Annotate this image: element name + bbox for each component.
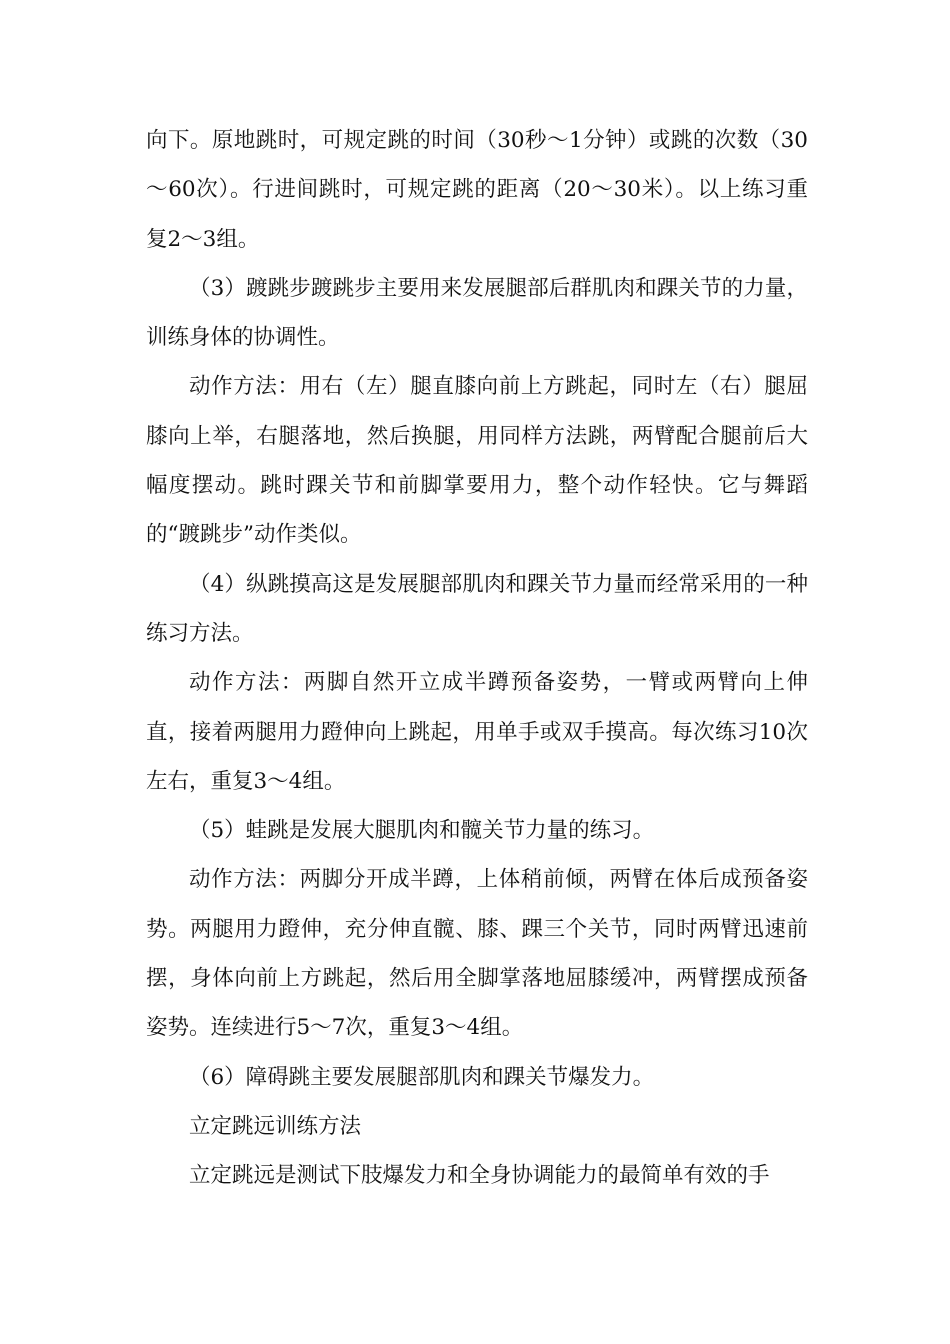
paragraph-frog-jump: （5）蛙跳是发展大腿肌肉和髋关节力量的练习。 <box>189 818 655 844</box>
paragraph-vertical-jump-method: 动作方法：两脚自然开立成半蹲预备姿势，一臂或两臂向上伸直，接着两腿用力蹬伸向上跳起，用单手或双手摸高。每次练习10次左右，重复3～4组。 <box>146 670 808 794</box>
body-text <box>146 116 808 1201</box>
paragraph-frog-jump-method: 动作方法：两脚分开成半蹲，上体稍前倾，两臂在体后成预备姿势。两腿用力蹬伸，充分伸直髋、膝、踝三个关节，同时两臂迅速前摆，身体向前上方跳起，然后用全脚掌落地屈膝缓冲，两臂摆成预备姿势。连续进行5～7次，重复3～4组。 <box>146 867 808 1041</box>
paragraph-stride-jump-method: 动作方法：用右（左）腿直膝向前上方跳起，同时左（右）腿屈膝向上举，右腿落地，然后换腿，用同样方法跳，两臂配合腿前后大幅度摆动。跳时踝关节和前脚掌要用力，整个动作轻快。它与舞蹈的“踱跳步”动作类似。 <box>146 374 808 548</box>
paragraph-continuation: 向下。原地跳时，可规定跳的时间（30秒～1分钟）或跳的次数（30～60次）。行进间跳时，可规定跳的距离（20～30米）。以上练习重复2～3组。 <box>146 128 808 252</box>
section-heading-standing-long-jump: 立定跳远训练方法 <box>189 1113 362 1139</box>
paragraph-standing-long-jump: 立定跳远是测试下肢爆发力和全身协调能力的最简单有效的手 <box>189 1163 770 1189</box>
paragraph-stride-jump: （3）踱跳步踱跳步主要用来发展腿部后群肌肉和踝关节的力量，训练身体的协调性。 <box>146 275 808 351</box>
paragraph-vertical-jump: （4）纵跳摸高这是发展腿部肌肉和踝关节力量而经常采用的一种练习方法。 <box>146 571 808 646</box>
paragraph-hurdle-jump: （6）障碍跳主要发展腿部肌肉和踝关节爆发力。 <box>189 1064 655 1090</box>
